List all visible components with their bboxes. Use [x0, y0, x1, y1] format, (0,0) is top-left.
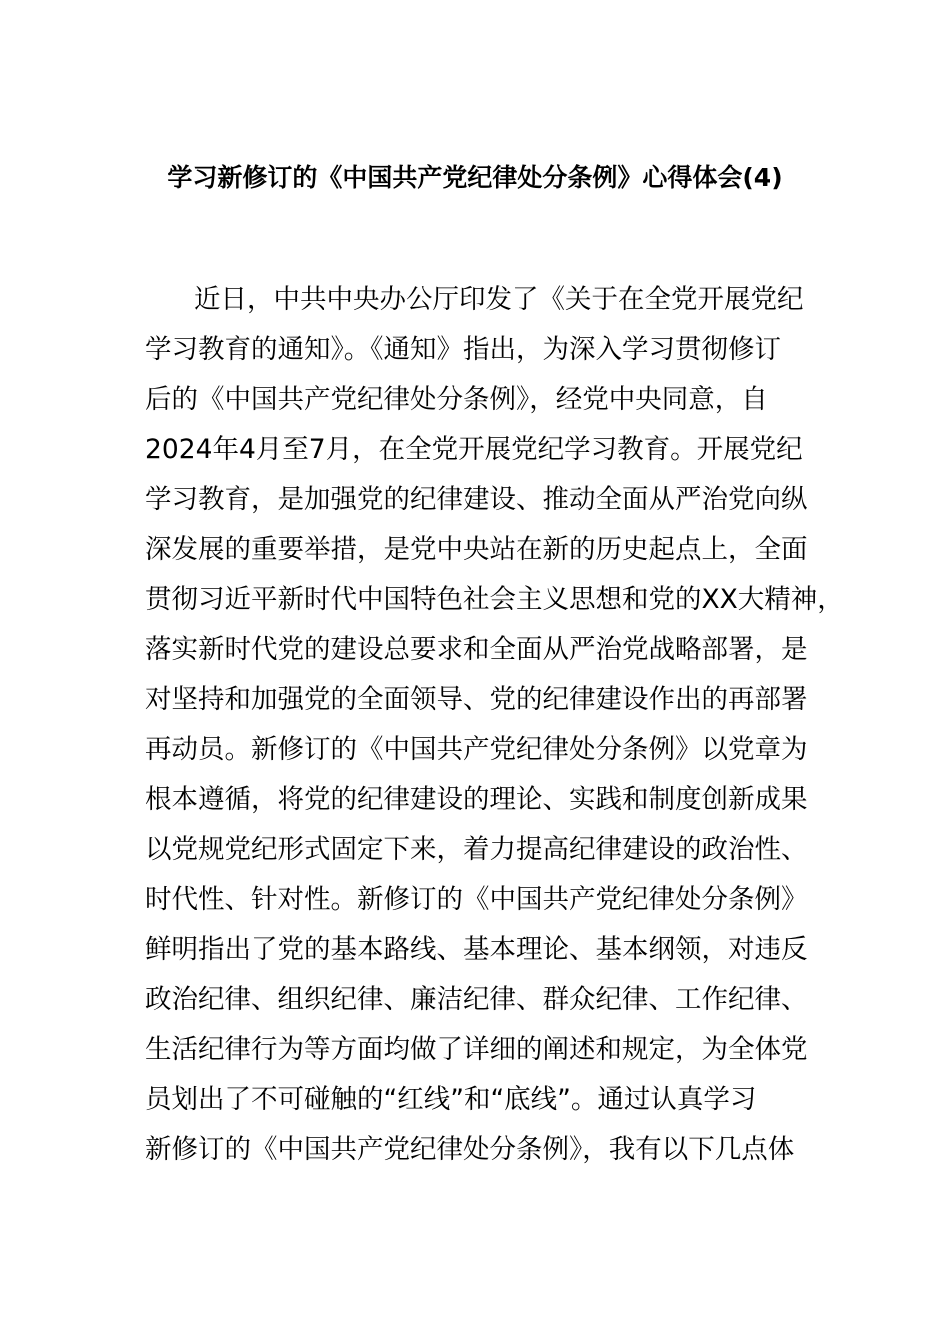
paragraph-line: 员划出了不可碰触的“红线”和“底线”。通过认真学习 [145, 1084, 757, 1115]
paragraph-line: 鲜明指出了党的基本路线、基本理论、基本纲领，对违反 [145, 934, 808, 965]
paragraph-line: 贯彻习近平新时代中国特色社会主义思想和党的XX大精神， [145, 584, 844, 615]
paragraph-line: 落实新时代党的建设总要求和全面从严治党战略部署，是 [145, 634, 808, 665]
paragraph-line: 深发展的重要举措，是党中央站在新的历史起点上，全面 [145, 534, 808, 565]
paragraph-line: 近日，中共中央办公厅印发了《关于在全党开展党纪 [194, 284, 804, 315]
paragraph-line: 新修订的《中国共产党纪律处分条例》，我有以下几点体 [145, 1134, 795, 1165]
paragraph-line: 时代性、针对性。新修订的《中国共产党纪律处分条例》 [145, 884, 808, 915]
paragraph-line: 后的《中国共产党纪律处分条例》，经党中央同意，自 [145, 384, 768, 415]
paragraph-line: 学习教育，是加强党的纪律建设、推动全面从严治党向纵 [145, 484, 808, 515]
paragraph-line: 根本遵循，将党的纪律建设的理论、实践和制度创新成果 [145, 784, 808, 815]
paragraph-line: 政治纪律、组织纪律、廉洁纪律、群众纪律、工作纪律、 [145, 984, 808, 1015]
paragraph-line: 以党规党纪形式固定下来，着力提高纪律建设的政治性、 [145, 834, 808, 865]
document-title: 学习新修订的《中国共产党纪律处分条例》心得体会(4) [167, 163, 783, 192]
paragraph-line: 生活纪律行为等方面均做了详细的阐述和规定，为全体党 [145, 1034, 808, 1065]
paragraph-line: 2024年4月至7月，在全党开展党纪学习教育。开展党纪 [145, 434, 803, 465]
paragraph-line: 学习教育的通知》。《通知》指出，为深入学习贯彻修订 [145, 334, 781, 365]
paragraph-line: 对坚持和加强党的全面领导、党的纪律建设作出的再部署 [145, 684, 808, 715]
paragraph-line: 再动员。新修订的《中国共产党纪律处分条例》以党章为 [145, 734, 808, 765]
